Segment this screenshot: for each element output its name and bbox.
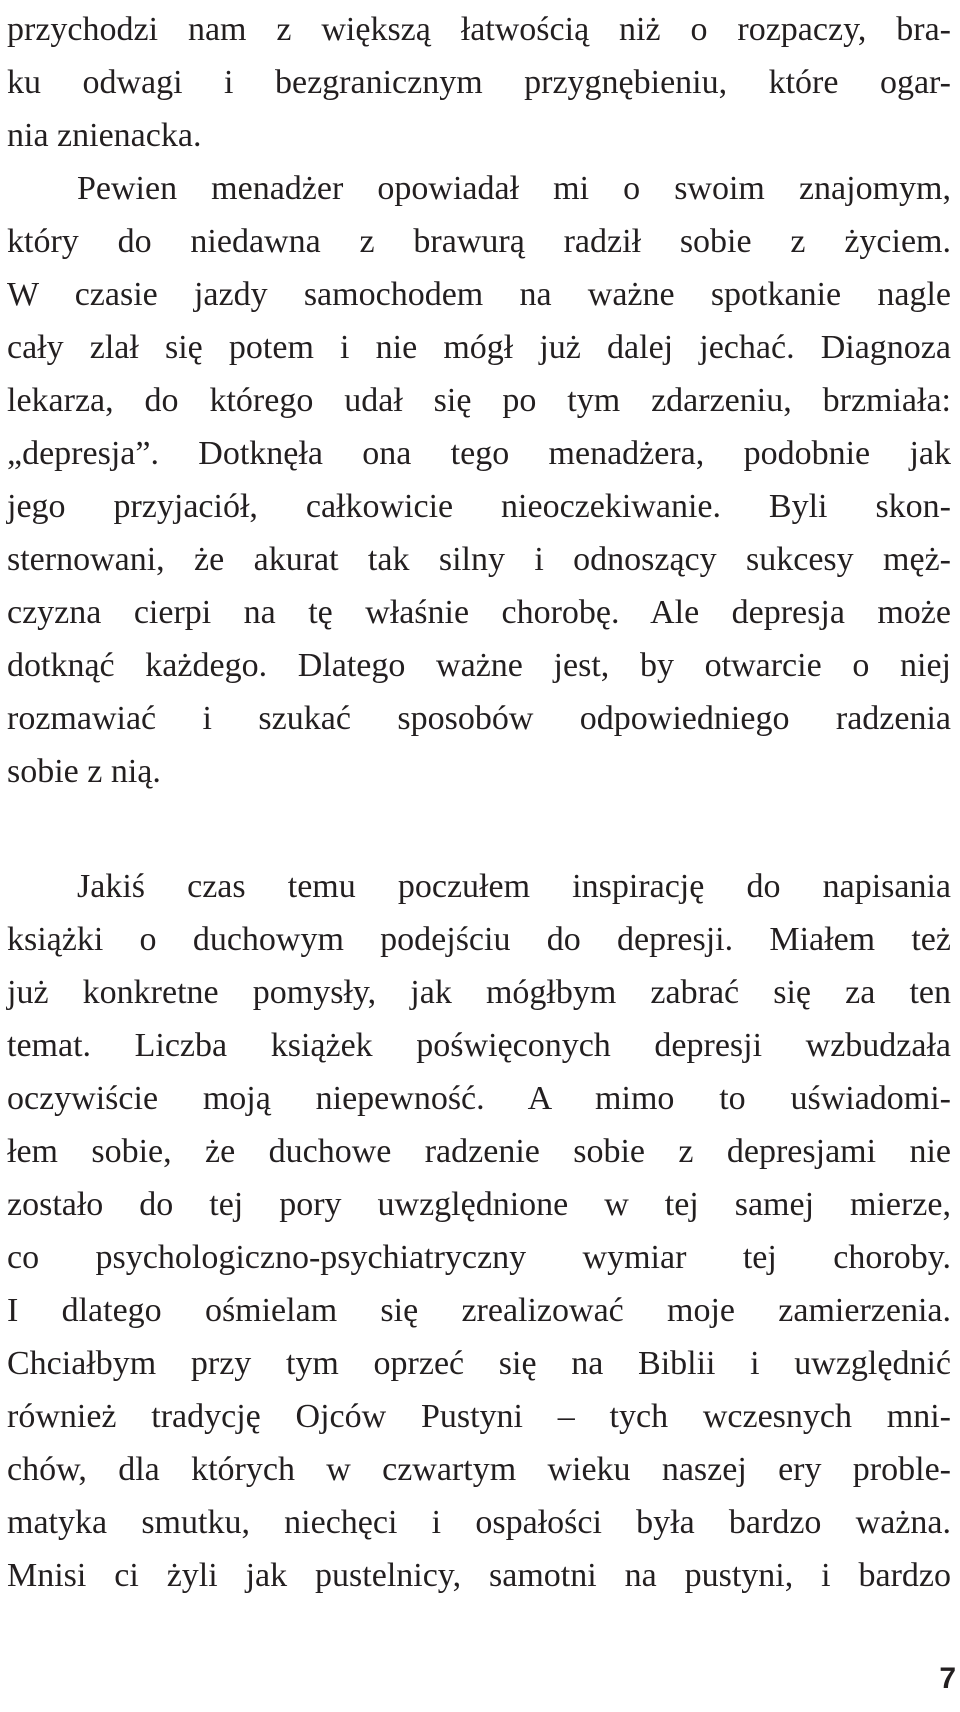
text-line: Mnisi ci żyli jak pustelnicy, samotni na pustyni, i bardzo [7, 1557, 951, 1594]
text-line: I dlatego ośmielam się zrealizować moje zamierzenia. [7, 1292, 951, 1329]
text-line: przychodzi nam z większą łatwością niż o rozpaczy, bra- [7, 11, 951, 48]
text-line: łem sobie, że duchowe radzenie sobie z depresjami nie [7, 1133, 951, 1170]
text-line: również tradycję Ojców Pustyni – tych wczesnych mni- [7, 1398, 951, 1435]
text-line: dotknąć każdego. Dlatego ważne jest, by otwarcie o niej [7, 647, 951, 684]
text-line: Chciałbym przy tym oprzeć się na Biblii i uwzględnić [7, 1345, 951, 1382]
paragraph-2 [7, 860, 951, 1602]
text-line: co psychologiczno-psychiatryczny wymiar tej choroby. [7, 1239, 951, 1276]
text-line: temat. Liczba książek poświęconych depresji wzbudzała [7, 1027, 951, 1064]
text-line: oczywiście moją niepewność. A mimo to uświadomi- [7, 1080, 951, 1117]
text-line: Jakiś czas temu poczułem inspirację do napisania [77, 868, 951, 905]
text-line: cały zlał się potem i nie mógł już dalej jechać. Diagnoza [7, 329, 951, 366]
text-line: chów, dla których w czwartym wieku naszej ery proble- [7, 1451, 951, 1488]
text-line: „depresja”. Dotknęła ona tego menadżera, podobnie jak [7, 435, 951, 472]
text-line: zostało do tej pory uwzględnione w tej samej mierze, [7, 1186, 951, 1223]
text-line: czyzna cierpi na tę właśnie chorobę. Ale depresja może [7, 594, 951, 631]
page-number: 7 [939, 1662, 956, 1695]
text-line: który do niedawna z brawurą radził sobie z życiem. [7, 223, 951, 260]
text-line: matyka smutku, niechęci i ospałości była bardzo ważna. [7, 1504, 951, 1541]
text-line: książki o duchowym podejściu do depresji. Miałem też [7, 921, 951, 958]
text-line: już konkretne pomysły, jak mógłbym zabrać się za ten [7, 974, 951, 1011]
text-line: ku odwagi i bezgranicznym przygnębieniu, które ogar- [7, 64, 951, 101]
text-line: jego przyjaciół, całkowicie nieoczekiwanie. Byli skon- [7, 488, 951, 525]
text-line: nia znienacka. [7, 117, 202, 154]
text-line: sobie z nią. [7, 753, 161, 790]
text-line: lekarza, do którego udał się po tym zdarzeniu, brzmiała: [7, 382, 951, 419]
text-line: sternowani, że akurat tak silny i odnoszący sukcesy męż- [7, 541, 951, 578]
text-line: rozmawiać i szukać sposobów odpowiedniego radzenia [7, 700, 951, 737]
text-line: Pewien menadżer opowiadał mi o swoim znajomym, [77, 170, 951, 207]
paragraph-1 [7, 3, 951, 798]
text-line: W czasie jazdy samochodem na ważne spotkanie nagle [7, 276, 951, 313]
